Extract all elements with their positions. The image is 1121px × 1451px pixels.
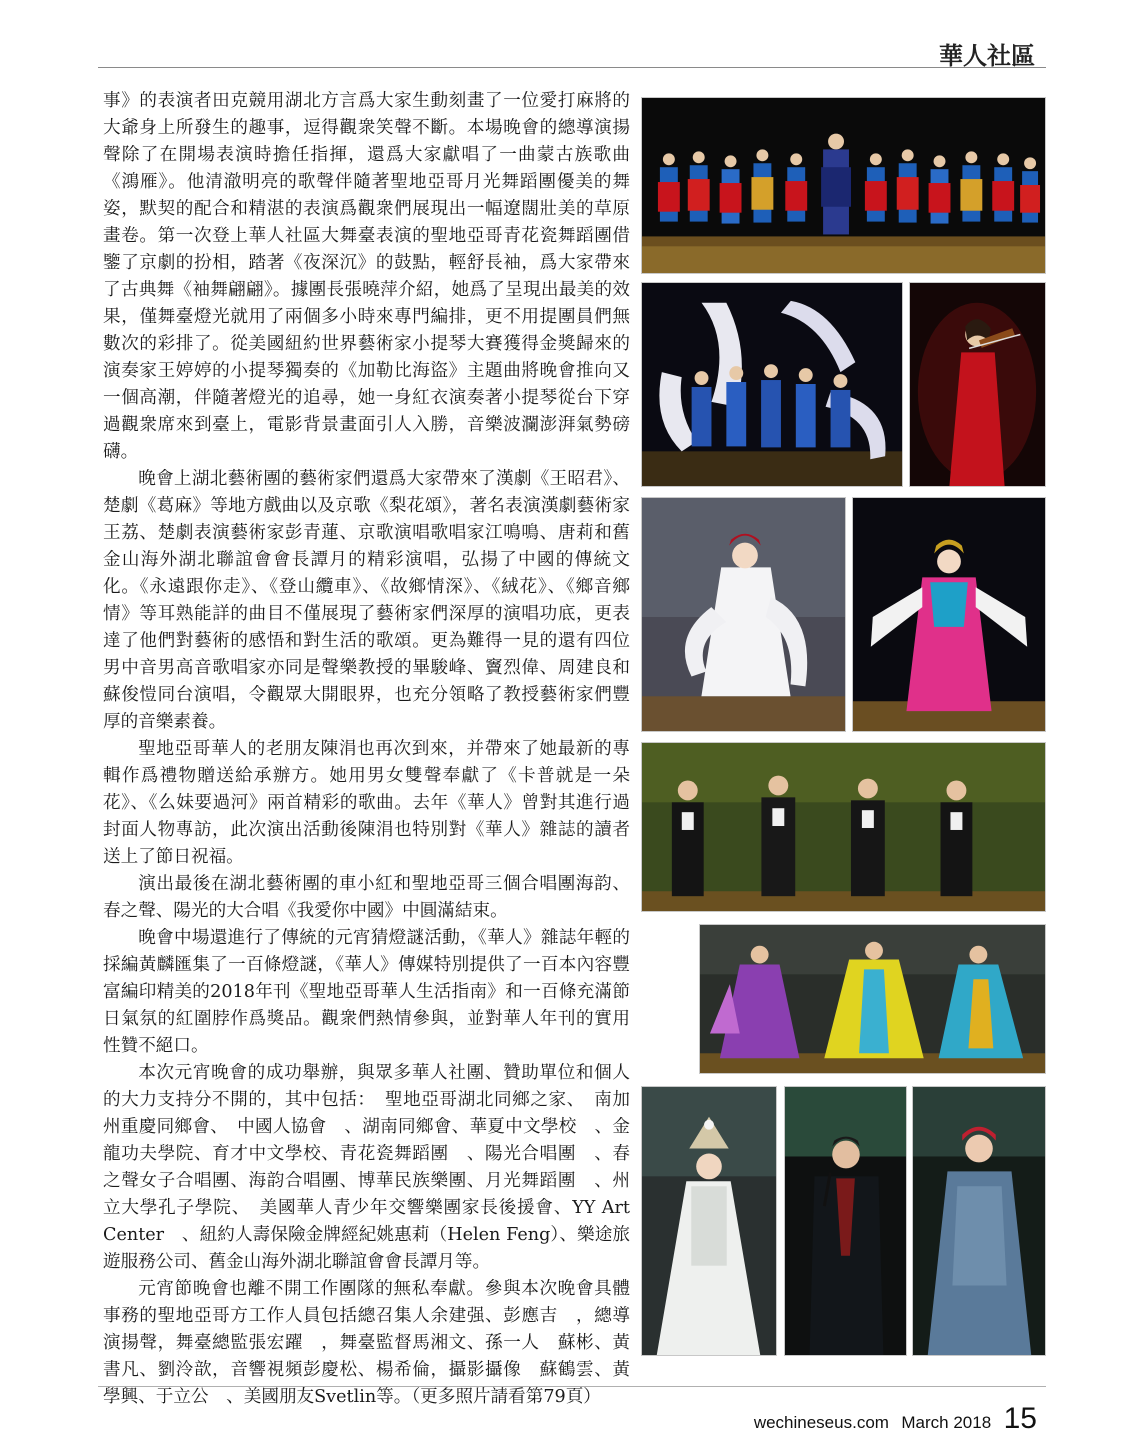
male-singers-photo [641,742,1046,912]
male-singer-photo [784,1086,907,1356]
paragraph: 本次元宵晚會的成功舉辦，與眾多華人社團、贊助單位和個人的大力支持分不開的，其中包括： 聖地亞哥湖北同鄉之家、 南加州重慶同鄉會、 中國人協會 、湖南同鄉會、華夏中文學校 、金龍功夫學院、育才中文學校、青花瓷舞蹈團 、陽光合唱團 、春之聲女子合唱團、海韵合唱團、博華民族樂團、月光舞蹈團 、州立大學孔子學院、 美國華人青少年交響樂團家長後援會、YY Art Center 、紐約人壽保險金牌經紀姚惠莉（Helen Feng）、樂途旅遊服務公司、舊金山海外湖北聯誼會會長譚月等。 [103,1063,630,1272]
violinist-photo [909,282,1046,487]
page-number: 15 [1003,1402,1037,1435]
footer-website: wechineseus.com [753,1413,889,1432]
sleeve-dance-photo [641,282,903,487]
header-rule [98,67,1046,68]
paragraph: 聖地亞哥華人的老朋友陳涓也再次到來，并帶來了她最新的專輯作爲禮物贈送給承辦方。她用男女雙聲奉獻了《卡普就是一朵花》、《么妹要過河》兩首精彩的歌曲。去年《華人》曾對其進行過封面人物專訪，此次演出活動後陳涓也特別對《華人》雜誌的讀者送上了節日祝福。 [103,739,630,867]
opera-performer-pink-photo [852,497,1046,732]
female-singer-blue-photo [912,1086,1046,1356]
article-body [103,88,630,1411]
dance-troupe-photo [641,97,1046,274]
footer-issue-date: March 2018 [901,1413,992,1432]
paragraph: 晚會上湖北藝術團的藝術家們還爲大家帶來了漢劇《王昭君》、楚劇《葛麻》等地方戲曲以及京歌《梨花頌》，著名表演漢劇藝術家王荔、楚劇表演藝術家彭青蓮、京歌演唱歌唱家江鳴鳴、唐莉和舊金山海外湖北聯誼會會長譚月的精彩演唱，弘揚了中國的傳統文化。《永遠跟你走》、《登山纜車》、《故鄉情深》、《絨花》、《鄉音鄉情》等耳熟能詳的曲目不僅展現了藝術家們深厚的演唱功底，更表達了他們對藝術的感悟和對生活的歌頌。更為難得一見的還有四位男中音男高音歌唱家亦同是聲樂教授的畢駿峰、竇烈偉、周建良和蘇俊愷同台演唱，令觀眾大開眼界，也充分領略了教授藝術家們豐厚的音樂素養。 [103,469,630,732]
paragraph: 晚會中場還進行了傳統的元宵猜燈謎活動，《華人》雜誌年輕的採編黃麟匯集了一百條燈謎，《華人》傳媒特別提供了一百本內容豐富編印精美的2018年刊《聖地亞哥華人生活指南》和一百條充滿節日氣氛的紅圍脖作爲獎品。觀衆們熱情參與，並對華人年刊的實用性贊不絕口。 [103,928,630,1056]
soloist-costume-photo [641,1086,777,1356]
page-footer [754,1402,1037,1436]
footer-rule [98,1386,1046,1387]
opera-performer-white-photo [641,497,846,732]
female-singers-photo [699,924,1046,1074]
paragraph: 元宵節晚會也離不開工作團隊的無私奉獻。參與本次晚會具體事務的聖地亞哥方工作人員包括總召集人余建强、彭應吉 ，總導演揚聲，舞臺總監張宏躍 ，舞臺監督馬湘文、孫一人 蘇彬、黃書凡、劉泠歆，音響視頻彭慶松、楊希倫，攝影攝像 蘇鶴雲、黃學興、于立公 、美國朋友Svetlin等。（更多照片請看第79頁） [103,1279,630,1407]
paragraph: 事》的表演者田克競用湖北方言爲大家生動刻畫了一位愛打麻將的大爺身上所發生的趣事，逗得觀衆笑聲不斷。本場晚會的總導演揚聲除了在開場表演時擔任指揮，還爲大家獻唱了一曲蒙古族歌曲《鴻雁》。他清澈明亮的歌聲伴隨著聖地亞哥月光舞蹈團優美的舞姿，默契的配合和精湛的表演爲觀衆們展現出一幅遼闊壯美的草原畫卷。第一次登上華人社區大舞臺表演的聖地亞哥青花瓷舞蹈團借鑒了京劇的扮相，踏著《夜深沉》的鼓點，輕舒長袖，爲大家帶來了古典舞《袖舞翩翩》。據團長張曉萍介紹，她爲了呈現出最美的效果，僅舞臺燈光就用了兩個多小時來專門編排，更不用提團員們無數次的彩排了。從美國紐約世界藝術家小提琴大賽獲得金獎歸來的演奏家王婷婷的小提琴獨奏的《加勒比海盜》主題曲將晚會推向又一個高潮，伴隨著燈光的追尋，她一身紅衣演奏著小提琴從台下穿過觀衆席來到臺上，電影背景畫面引人入勝，音樂波瀾澎湃氣勢磅礴。 [103,91,630,462]
paragraph: 演出最後在湖北藝術團的車小紅和聖地亞哥三個合唱團海韵、春之聲、陽光的大合唱《我愛你中國》中圓滿結束。 [103,874,630,921]
section-label: 華人社區 [939,42,1035,70]
